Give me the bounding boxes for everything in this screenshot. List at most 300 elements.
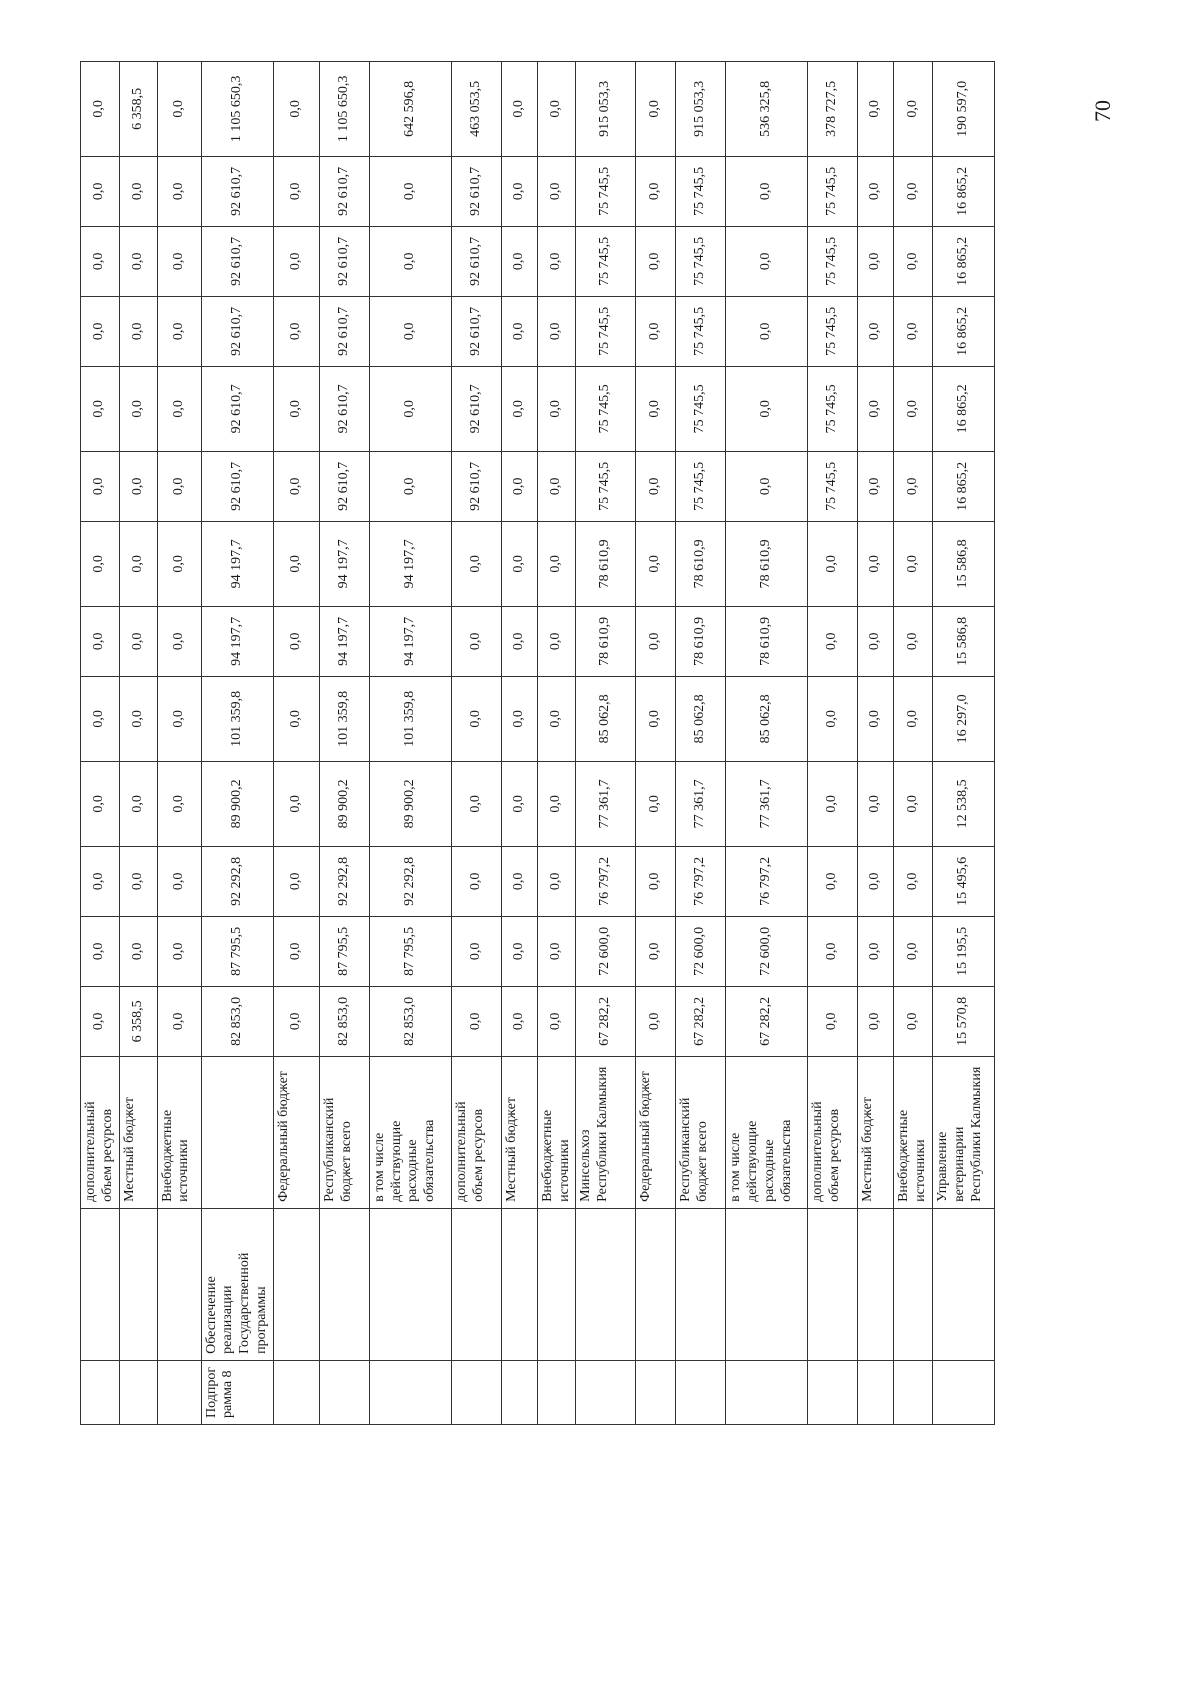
value-cell: 92 610,7 (451, 451, 501, 521)
value-cell: 0,0 (858, 761, 894, 846)
value-cell: 0,0 (81, 451, 120, 521)
value-cell: 92 292,8 (201, 846, 273, 916)
total-cell: 915 053,3 (676, 61, 726, 156)
value-cell: 89 900,2 (369, 761, 451, 846)
value-cell: 0,0 (119, 846, 157, 916)
value-cell: 0,0 (858, 451, 894, 521)
value-cell: 0,0 (537, 521, 576, 606)
table-row (451, 61, 501, 1424)
value-cell: 0,0 (119, 296, 157, 366)
value-cell: 67 282,2 (576, 986, 636, 1056)
value-cell: 92 610,7 (451, 296, 501, 366)
value-cell: 0,0 (273, 986, 319, 1056)
value-cell: 0,0 (894, 846, 933, 916)
value-cell: 0,0 (537, 606, 576, 676)
value-cell: 0,0 (119, 521, 157, 606)
value-cell: 15 586,8 (932, 606, 994, 676)
source-cell (201, 1056, 273, 1208)
value-cell: 92 610,7 (201, 156, 273, 226)
value-cell: 16 865,2 (932, 156, 994, 226)
value-cell: 0,0 (636, 676, 676, 761)
value-cell: 0,0 (501, 916, 537, 986)
value-cell: 0,0 (894, 451, 933, 521)
value-cell: 72 600,0 (576, 916, 636, 986)
source-cell: дополнительный объем ресурсов (808, 1056, 858, 1208)
subprogram-cell (808, 1360, 858, 1424)
value-cell: 0,0 (81, 226, 120, 296)
value-cell: 0,0 (537, 156, 576, 226)
value-cell: 82 853,0 (369, 986, 451, 1056)
value-cell: 0,0 (726, 156, 808, 226)
value-cell: 12 538,5 (932, 761, 994, 846)
value-cell: 101 359,8 (369, 676, 451, 761)
value-cell: 75 745,5 (676, 451, 726, 521)
value-cell: 0,0 (157, 986, 201, 1056)
value-cell: 0,0 (894, 916, 933, 986)
value-cell: 0,0 (858, 676, 894, 761)
value-cell: 0,0 (119, 156, 157, 226)
value-cell: 0,0 (501, 846, 537, 916)
value-cell: 0,0 (894, 296, 933, 366)
program-name-cell (537, 1208, 576, 1360)
table-row (932, 61, 994, 1424)
value-cell: 0,0 (273, 521, 319, 606)
value-cell: 0,0 (81, 916, 120, 986)
value-cell: 15 586,8 (932, 521, 994, 606)
value-cell: 0,0 (451, 986, 501, 1056)
table-row (808, 61, 858, 1424)
total-cell: 0,0 (273, 61, 319, 156)
program-name-cell (636, 1208, 676, 1360)
program-name-cell (451, 1208, 501, 1360)
value-cell: 0,0 (273, 761, 319, 846)
value-cell: 94 197,7 (319, 606, 369, 676)
value-cell: 0,0 (119, 676, 157, 761)
total-cell: 0,0 (894, 61, 933, 156)
source-cell: Управление ветеринарии Республики Калмыкия (932, 1056, 994, 1208)
subprogram-cell (537, 1360, 576, 1424)
value-cell: 82 853,0 (201, 986, 273, 1056)
value-cell: 0,0 (894, 226, 933, 296)
value-cell: 77 361,7 (576, 761, 636, 846)
value-cell: 0,0 (501, 366, 537, 451)
value-cell: 87 795,5 (369, 916, 451, 986)
value-cell: 0,0 (636, 226, 676, 296)
value-cell: 0,0 (858, 521, 894, 606)
value-cell: 0,0 (858, 296, 894, 366)
value-cell: 0,0 (273, 156, 319, 226)
value-cell: 0,0 (537, 761, 576, 846)
value-cell: 0,0 (537, 986, 576, 1056)
value-cell: 0,0 (636, 846, 676, 916)
value-cell: 0,0 (858, 606, 894, 676)
value-cell: 92 610,7 (201, 296, 273, 366)
value-cell: 75 745,5 (676, 226, 726, 296)
source-cell: дополнительный объем ресурсов (81, 1056, 120, 1208)
value-cell: 94 197,7 (369, 606, 451, 676)
value-cell: 76 797,2 (676, 846, 726, 916)
value-cell: 72 600,0 (676, 916, 726, 986)
value-cell: 0,0 (157, 366, 201, 451)
value-cell: 0,0 (119, 451, 157, 521)
table-row (369, 61, 451, 1424)
value-cell: 75 745,5 (576, 156, 636, 226)
value-cell: 0,0 (636, 761, 676, 846)
value-cell: 0,0 (858, 366, 894, 451)
value-cell: 0,0 (726, 366, 808, 451)
subprogram-cell (501, 1360, 537, 1424)
value-cell: 0,0 (157, 606, 201, 676)
value-cell: 0,0 (537, 676, 576, 761)
value-cell: 0,0 (369, 366, 451, 451)
subprogram-cell (894, 1360, 933, 1424)
value-cell: 75 745,5 (808, 366, 858, 451)
value-cell: 92 610,7 (451, 226, 501, 296)
value-cell: 0,0 (157, 676, 201, 761)
total-cell: 378 727,5 (808, 61, 858, 156)
value-cell: 0,0 (157, 521, 201, 606)
value-cell: 94 197,7 (201, 606, 273, 676)
table-row (119, 61, 157, 1424)
value-cell: 78 610,9 (676, 521, 726, 606)
value-cell: 16 865,2 (932, 226, 994, 296)
value-cell: 77 361,7 (726, 761, 808, 846)
value-cell: 0,0 (157, 156, 201, 226)
value-cell: 78 610,9 (726, 521, 808, 606)
value-cell: 0,0 (273, 366, 319, 451)
table-row (273, 61, 319, 1424)
value-cell: 15 195,5 (932, 916, 994, 986)
value-cell: 16 865,2 (932, 366, 994, 451)
subprogram-cell (119, 1360, 157, 1424)
value-cell: 92 610,7 (451, 366, 501, 451)
source-cell: Внебюджетные источники (537, 1056, 576, 1208)
value-cell: 75 745,5 (808, 226, 858, 296)
source-cell: Федеральный бюджет (636, 1056, 676, 1208)
value-cell: 92 610,7 (201, 366, 273, 451)
value-cell: 75 745,5 (576, 366, 636, 451)
value-cell: 0,0 (726, 451, 808, 521)
program-name-cell (119, 1208, 157, 1360)
table-row (894, 61, 933, 1424)
value-cell: 92 610,7 (201, 451, 273, 521)
source-cell: Местный бюджет (119, 1056, 157, 1208)
value-cell: 0,0 (537, 226, 576, 296)
program-name-cell (273, 1208, 319, 1360)
value-cell: 75 745,5 (676, 156, 726, 226)
value-cell: 75 745,5 (576, 451, 636, 521)
table-row (858, 61, 894, 1424)
subprogram-cell (576, 1360, 636, 1424)
total-cell: 0,0 (636, 61, 676, 156)
value-cell: 76 797,2 (576, 846, 636, 916)
value-cell: 0,0 (273, 226, 319, 296)
value-cell: 0,0 (894, 761, 933, 846)
value-cell: 0,0 (894, 366, 933, 451)
value-cell: 92 610,7 (319, 451, 369, 521)
value-cell: 0,0 (451, 761, 501, 846)
subprogram-cell (676, 1360, 726, 1424)
value-cell: 0,0 (451, 676, 501, 761)
value-cell: 94 197,7 (319, 521, 369, 606)
value-cell: 76 797,2 (726, 846, 808, 916)
value-cell: 0,0 (119, 366, 157, 451)
total-cell: 0,0 (858, 61, 894, 156)
value-cell: 0,0 (451, 521, 501, 606)
program-name-cell: Обеспечение реализации Государственной программы (201, 1208, 273, 1360)
source-cell: Минсельхоз Республики Калмыкия (576, 1056, 636, 1208)
value-cell: 0,0 (501, 521, 537, 606)
value-cell: 0,0 (636, 916, 676, 986)
value-cell: 67 282,2 (726, 986, 808, 1056)
value-cell: 78 610,9 (726, 606, 808, 676)
value-cell: 85 062,8 (576, 676, 636, 761)
value-cell: 101 359,8 (319, 676, 369, 761)
value-cell: 0,0 (273, 451, 319, 521)
value-cell: 75 745,5 (808, 451, 858, 521)
program-name-cell (932, 1208, 994, 1360)
value-cell: 78 610,9 (576, 606, 636, 676)
value-cell: 0,0 (81, 521, 120, 606)
value-cell: 6 358,5 (119, 986, 157, 1056)
total-cell: 0,0 (537, 61, 576, 156)
value-cell: 0,0 (636, 606, 676, 676)
value-cell: 0,0 (119, 226, 157, 296)
subprogram-cell (451, 1360, 501, 1424)
value-cell: 0,0 (451, 916, 501, 986)
source-cell: Внебюджетные источники (157, 1056, 201, 1208)
value-cell: 92 610,7 (451, 156, 501, 226)
value-cell: 94 197,7 (369, 521, 451, 606)
value-cell: 0,0 (501, 606, 537, 676)
value-cell: 0,0 (273, 676, 319, 761)
value-cell: 0,0 (537, 916, 576, 986)
total-cell: 642 596,8 (369, 61, 451, 156)
value-cell: 0,0 (858, 916, 894, 986)
value-cell: 16 865,2 (932, 296, 994, 366)
value-cell: 67 282,2 (676, 986, 726, 1056)
value-cell: 0,0 (157, 296, 201, 366)
table-row (201, 61, 273, 1424)
value-cell: 0,0 (273, 846, 319, 916)
table-row (676, 61, 726, 1424)
table-row (636, 61, 676, 1424)
value-cell: 0,0 (894, 606, 933, 676)
value-cell: 0,0 (369, 226, 451, 296)
value-cell: 0,0 (537, 846, 576, 916)
value-cell: 0,0 (273, 916, 319, 986)
value-cell: 0,0 (81, 676, 120, 761)
subprogram-cell: Подпрог рамма 8 (201, 1360, 273, 1424)
value-cell: 92 292,8 (319, 846, 369, 916)
total-cell: 0,0 (501, 61, 537, 156)
value-cell: 0,0 (726, 226, 808, 296)
program-name-cell (576, 1208, 636, 1360)
program-name-cell (808, 1208, 858, 1360)
table-row (726, 61, 808, 1424)
value-cell: 78 610,9 (576, 521, 636, 606)
value-cell: 77 361,7 (676, 761, 726, 846)
value-cell: 0,0 (636, 521, 676, 606)
total-cell: 0,0 (157, 61, 201, 156)
subprogram-cell (157, 1360, 201, 1424)
table-row (319, 61, 369, 1424)
subprogram-cell (636, 1360, 676, 1424)
program-name-cell (894, 1208, 933, 1360)
value-cell: 0,0 (119, 916, 157, 986)
value-cell: 101 359,8 (201, 676, 273, 761)
value-cell: 0,0 (119, 606, 157, 676)
value-cell: 0,0 (451, 606, 501, 676)
value-cell: 75 745,5 (576, 226, 636, 296)
value-cell: 92 610,7 (319, 226, 369, 296)
value-cell: 0,0 (81, 986, 120, 1056)
total-cell: 6 358,5 (119, 61, 157, 156)
value-cell: 82 853,0 (319, 986, 369, 1056)
value-cell: 0,0 (858, 156, 894, 226)
source-cell: Внебюджетные источники (894, 1056, 933, 1208)
value-cell: 0,0 (451, 846, 501, 916)
value-cell: 0,0 (81, 366, 120, 451)
value-cell: 0,0 (808, 916, 858, 986)
total-cell: 536 325,8 (726, 61, 808, 156)
table-row (576, 61, 636, 1424)
source-cell: Местный бюджет (501, 1056, 537, 1208)
value-cell: 15 570,8 (932, 986, 994, 1056)
value-cell: 0,0 (636, 451, 676, 521)
value-cell: 0,0 (157, 846, 201, 916)
page-number: 70 (1090, 100, 1115, 122)
source-cell: Федеральный бюджет (273, 1056, 319, 1208)
value-cell: 0,0 (537, 366, 576, 451)
program-name-cell (726, 1208, 808, 1360)
subprogram-cell (81, 1360, 120, 1424)
table-body (81, 61, 995, 1424)
value-cell: 0,0 (636, 986, 676, 1056)
total-cell: 463 053,5 (451, 61, 501, 156)
value-cell: 89 900,2 (319, 761, 369, 846)
table-row (501, 61, 537, 1424)
value-cell: 0,0 (636, 296, 676, 366)
value-cell: 0,0 (636, 156, 676, 226)
value-cell: 0,0 (501, 451, 537, 521)
value-cell: 0,0 (808, 761, 858, 846)
value-cell: 0,0 (894, 986, 933, 1056)
value-cell: 0,0 (808, 986, 858, 1056)
program-name-cell (858, 1208, 894, 1360)
value-cell: 0,0 (808, 521, 858, 606)
value-cell: 0,0 (157, 916, 201, 986)
value-cell: 0,0 (808, 846, 858, 916)
value-cell: 16 865,2 (932, 451, 994, 521)
total-cell: 915 053,3 (576, 61, 636, 156)
value-cell: 0,0 (858, 226, 894, 296)
value-cell: 78 610,9 (676, 606, 726, 676)
value-cell: 0,0 (369, 296, 451, 366)
value-cell: 0,0 (636, 366, 676, 451)
program-name-cell (501, 1208, 537, 1360)
value-cell: 0,0 (808, 606, 858, 676)
value-cell: 0,0 (858, 986, 894, 1056)
value-cell: 0,0 (501, 986, 537, 1056)
subprogram-cell (932, 1360, 994, 1424)
value-cell: 0,0 (858, 846, 894, 916)
value-cell: 0,0 (808, 676, 858, 761)
value-cell: 89 900,2 (201, 761, 273, 846)
value-cell: 0,0 (501, 226, 537, 296)
total-cell: 0,0 (81, 61, 120, 156)
value-cell: 92 610,7 (201, 226, 273, 296)
value-cell: 87 795,5 (201, 916, 273, 986)
value-cell: 0,0 (537, 451, 576, 521)
value-cell: 75 745,5 (676, 296, 726, 366)
value-cell: 0,0 (119, 761, 157, 846)
source-cell: в том числе действующие расходные обязательства (369, 1056, 451, 1208)
value-cell: 92 610,7 (319, 366, 369, 451)
value-cell: 85 062,8 (676, 676, 726, 761)
value-cell: 0,0 (81, 606, 120, 676)
program-name-cell (369, 1208, 451, 1360)
program-name-cell (81, 1208, 120, 1360)
value-cell: 0,0 (894, 521, 933, 606)
value-cell: 0,0 (81, 761, 120, 846)
source-cell: дополнительный объем ресурсов (451, 1056, 501, 1208)
table-row (537, 61, 576, 1424)
value-cell: 92 292,8 (369, 846, 451, 916)
value-cell: 0,0 (501, 296, 537, 366)
total-cell: 1 105 650,3 (319, 61, 369, 156)
value-cell: 0,0 (157, 226, 201, 296)
value-cell: 87 795,5 (319, 916, 369, 986)
subprogram-cell (726, 1360, 808, 1424)
source-cell: Республиканский бюджет всего (319, 1056, 369, 1208)
value-cell: 16 297,0 (932, 676, 994, 761)
total-cell: 1 105 650,3 (201, 61, 273, 156)
subprogram-cell (369, 1360, 451, 1424)
value-cell: 85 062,8 (726, 676, 808, 761)
subprogram-cell (858, 1360, 894, 1424)
value-cell: 94 197,7 (201, 521, 273, 606)
value-cell: 0,0 (501, 761, 537, 846)
value-cell: 0,0 (501, 676, 537, 761)
source-cell: Республиканский бюджет всего (676, 1056, 726, 1208)
value-cell: 0,0 (273, 296, 319, 366)
source-cell: в том числе действующие расходные обязательства (726, 1056, 808, 1208)
value-cell: 0,0 (894, 156, 933, 226)
value-cell: 0,0 (726, 296, 808, 366)
total-cell: 190 597,0 (932, 61, 994, 156)
value-cell: 75 745,5 (676, 366, 726, 451)
source-cell: Местный бюджет (858, 1056, 894, 1208)
program-name-cell (676, 1208, 726, 1360)
value-cell: 0,0 (81, 156, 120, 226)
subprogram-cell (319, 1360, 369, 1424)
value-cell: 0,0 (369, 451, 451, 521)
value-cell: 15 495,6 (932, 846, 994, 916)
value-cell: 75 745,5 (808, 156, 858, 226)
value-cell: 72 600,0 (726, 916, 808, 986)
value-cell: 0,0 (157, 761, 201, 846)
value-cell: 0,0 (157, 451, 201, 521)
value-cell: 0,0 (369, 156, 451, 226)
table-row (81, 61, 120, 1424)
value-cell: 0,0 (81, 296, 120, 366)
value-cell: 0,0 (273, 606, 319, 676)
table-row (157, 61, 201, 1424)
value-cell: 92 610,7 (319, 156, 369, 226)
program-name-cell (157, 1208, 201, 1360)
program-name-cell (319, 1208, 369, 1360)
